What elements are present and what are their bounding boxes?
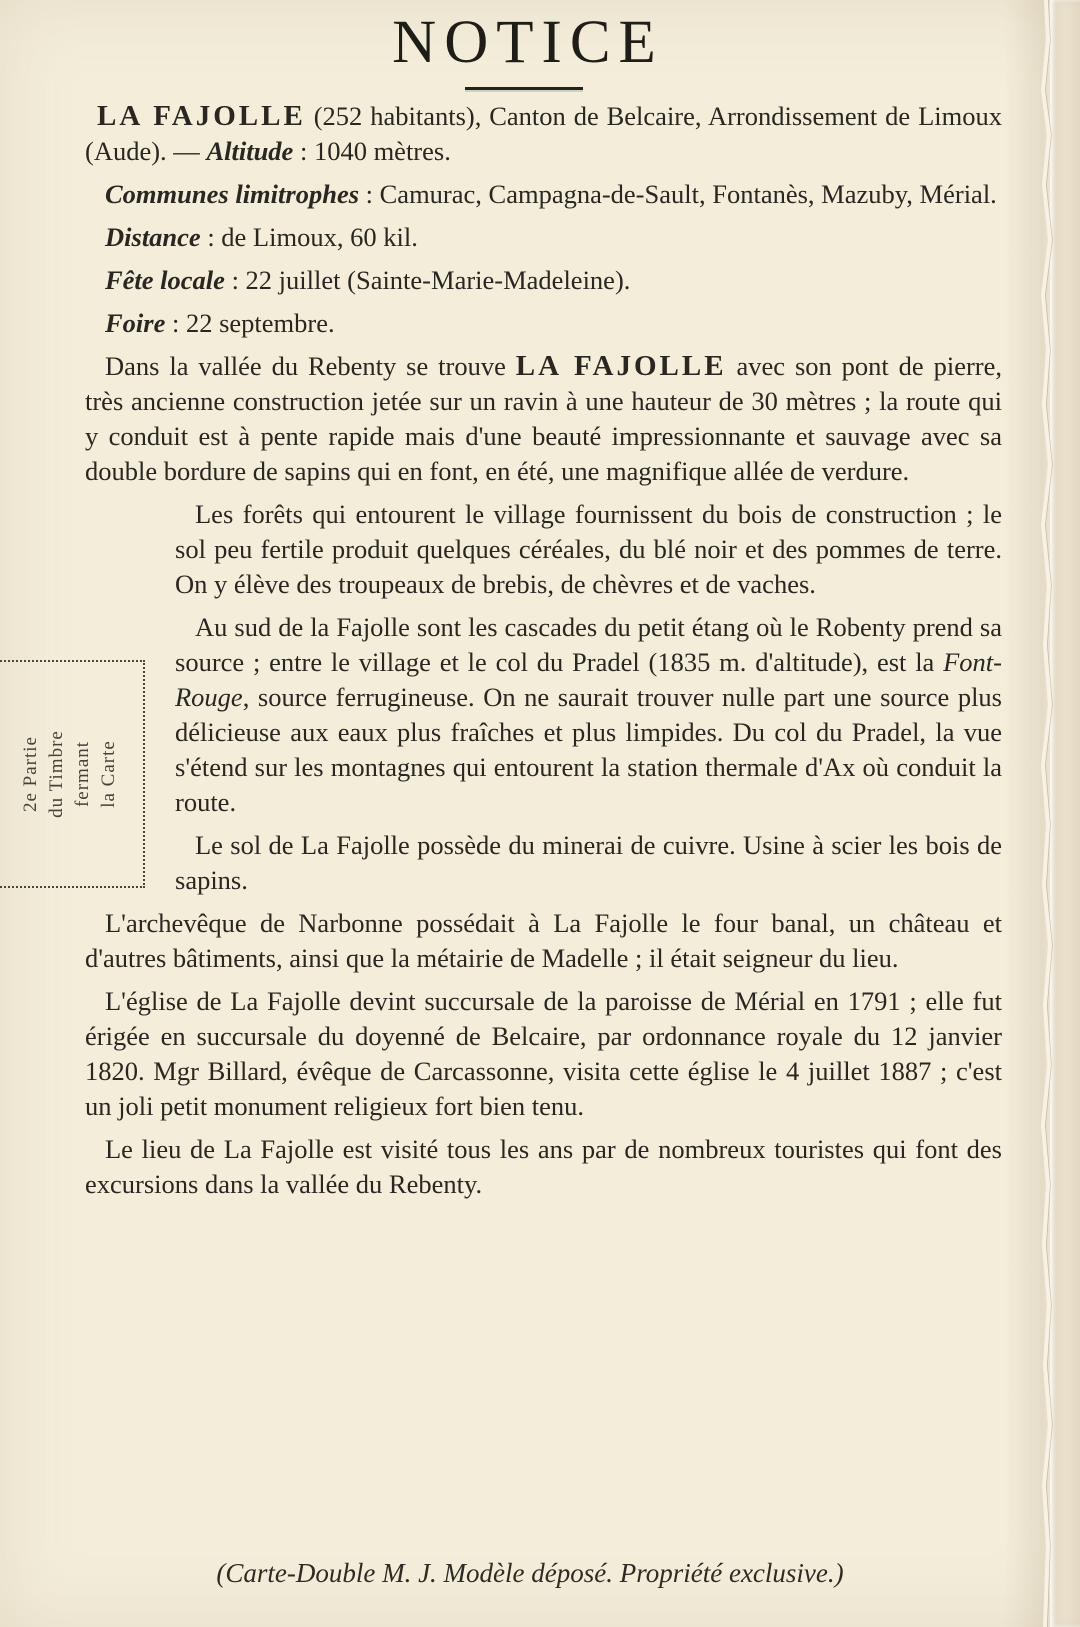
stamp-caption-line: 2e Partie	[20, 735, 41, 813]
text-segment: (252 habitants), Canton de Belcaire, Arrondissement de Limoux (Aude). —	[85, 101, 1002, 166]
title-rule	[465, 87, 583, 90]
text-segment: Distance	[105, 222, 201, 252]
text-segment: Dans la vallée du Rebenty se trouve	[105, 351, 516, 381]
paragraph-vallee-rebenty	[85, 349, 1002, 489]
text-segment: : Camurac, Campagna-de-Sault, Fontanès, Mazuby, Mérial.	[359, 179, 997, 209]
paragraph-forets	[85, 497, 1002, 602]
text-segment: Fête locale	[105, 265, 225, 295]
stamp-caption-line: fermant	[72, 740, 93, 808]
paragraph-cascades	[85, 610, 1002, 820]
text-segment: Font-Rouge	[175, 647, 1002, 712]
text-segment: Altitude	[206, 136, 294, 166]
text-segment: Au sud de la Fajolle sont les cascades du petit étang où le Robenty prend sa source ; entre le village et le col du Pradel (1835 m. d'altitude), est la	[175, 612, 1002, 677]
paragraph-minerai	[85, 828, 1002, 898]
text-segment: LA FAJOLLE	[97, 100, 306, 132]
text-segment: : 1040 mètres.	[293, 136, 451, 166]
text-segment: : 22 juillet (Sainte-Marie-Madeleine).	[224, 265, 631, 295]
paragraph-fete-locale	[85, 263, 1002, 298]
text-segment: : 22 septembre.	[165, 308, 335, 338]
paragraph-archeveque	[85, 906, 1002, 976]
text-segment: Le sol de La Fajolle possède du minerai de cuivre. Usine à scier les bois de sapins.	[175, 830, 1002, 895]
paragraph-touristes	[85, 1132, 1002, 1202]
paragraph-distance	[85, 220, 1002, 255]
text-segment: , source ferrugineuse. On ne saurait trouver nulle part une source plus délicieuse aux eaux plus fraîches et plus limpides. Du col du Pradel, la vue s'étend sur les montagnes qui entourent la station thermale d'Ax où conduit la route.	[175, 682, 1002, 817]
notice-body	[85, 99, 1002, 1210]
title-block	[0, 8, 1048, 90]
text-segment: Les forêts qui entourent le village fournissent du bois de construction ; le sol peu fertile produit quelques céréales, du blé noir et des pommes de terre. On y élève des troupeaux de brebis, de chèvres et de vaches.	[175, 499, 1002, 599]
text-segment: Communes limitrophes	[105, 179, 360, 209]
paragraph-heading	[85, 99, 1002, 169]
text-segment: Foire	[105, 308, 166, 338]
torn-edge-line	[1038, 0, 1062, 1627]
stamp-area-spacer	[85, 567, 175, 885]
text-segment: avec son pont de pierre, très ancienne construction jetée sur un ravin à une hauteur de 30 mètres ; la route qui y conduit est à pente rapide mais d'une beauté impressionnante et sauvage avec sa double bordure de sapins qui en font, en été, une magnifique allée de verdure.	[85, 351, 1003, 486]
footer-note: (Carte-Double M. J. Modèle déposé. Propriété exclusive.)	[216, 1558, 844, 1588]
paragraph-communes	[85, 177, 1002, 212]
text-segment: L'archevêque de Narbonne possédait à La Fajolle le four banal, un château et d'autres bâtiments, ainsi que la métairie de Madelle ; il était seigneur du lieu.	[85, 908, 1002, 973]
text-segment: L'église de La Fajolle devint succursale de la paroisse de Mérial en 1791 ; elle fut érigée en succursale du doyenné de Belcaire, par ordonnance royale du 12 janvier 1820. Mgr Billard, évêque de Carcassonne, visita cette église le 4 juillet 1887 ; c'est un joli petit monument religieux fort bien tenu.	[85, 986, 1002, 1121]
page-title: NOTICE	[392, 9, 664, 76]
text-segment: LA FAJOLLE	[515, 350, 727, 382]
paragraph-eglise	[85, 984, 1002, 1124]
text-segment: Le lieu de La Fajolle est visité tous les ans par de nombreux touristes qui font des excursions dans la vallée du Rebenty.	[85, 1134, 1002, 1199]
text-segment: : de Limoux, 60 kil.	[200, 222, 418, 252]
stamp-caption-line: du Timbre	[46, 730, 67, 818]
paragraph-foire	[85, 306, 1002, 341]
stamp-caption-line: la Carte	[98, 740, 119, 808]
